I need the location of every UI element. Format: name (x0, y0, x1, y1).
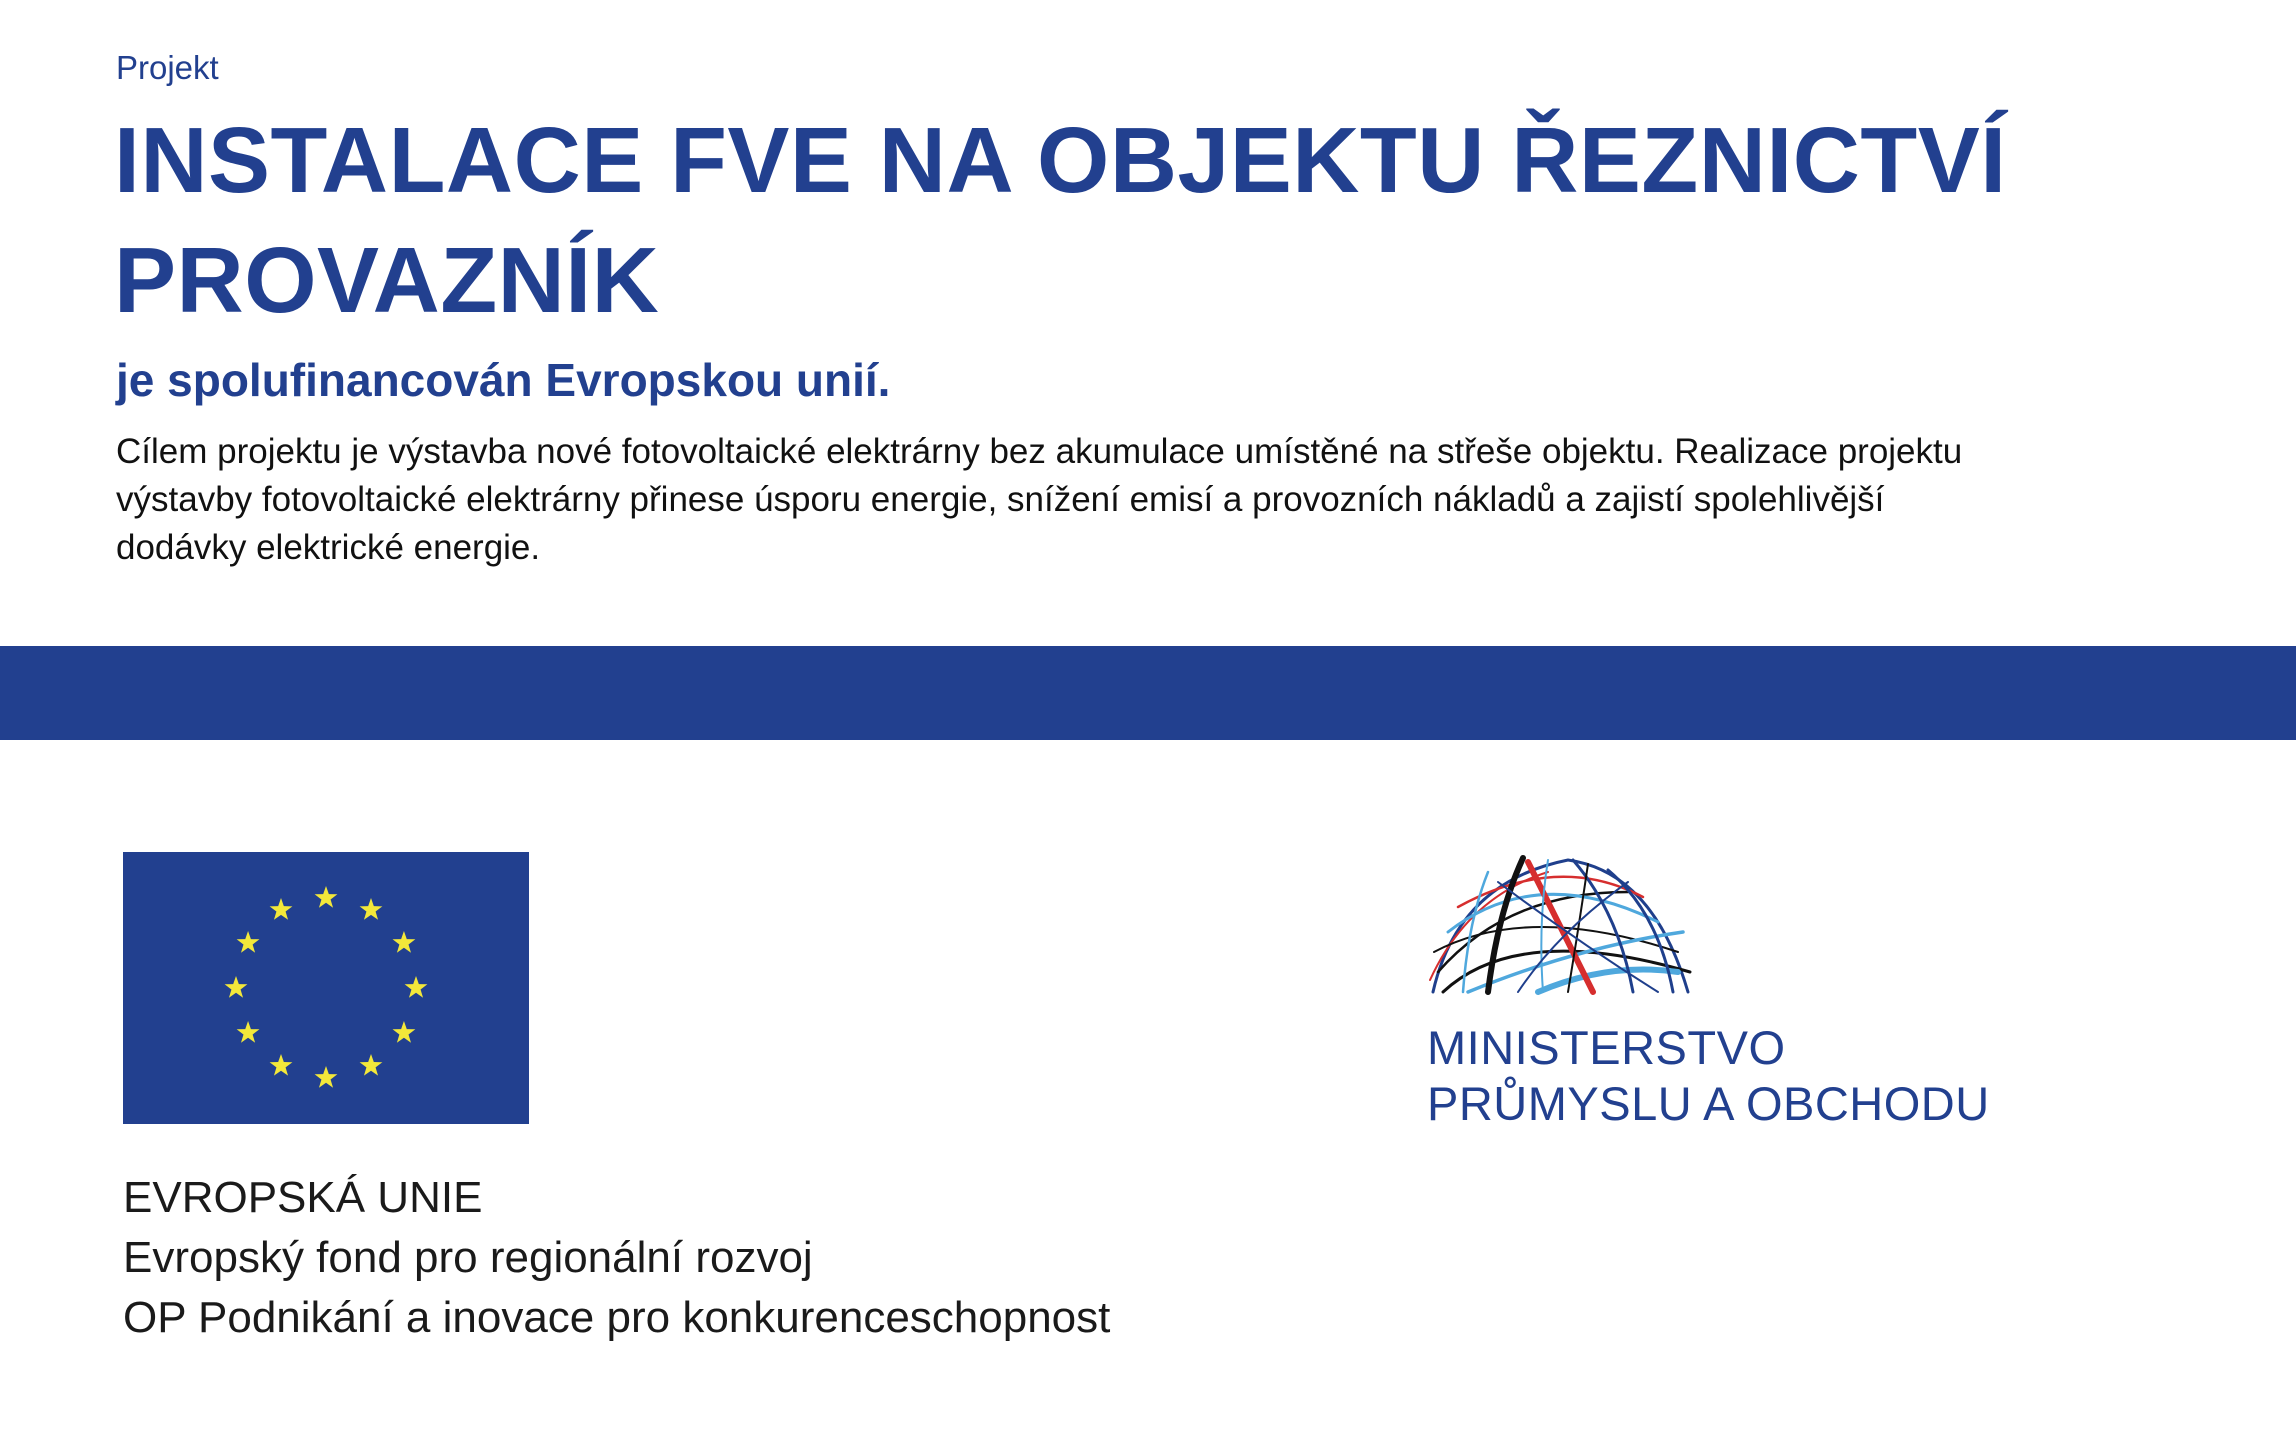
ministry-name (1427, 1020, 1990, 1132)
eu-info (123, 1168, 1110, 1348)
project-title-line-1: INSTALACE FVE NA OBJEKTU ŘEZNICTVÍ (114, 108, 2007, 212)
ministry-name-line-2: PRŮMYSLU A OBCHODU (1427, 1077, 1990, 1130)
description-line-2: výstavby fotovoltaické elektrárny přinese úsporu energie, snížení emisí a provozních nákladů a zajistí spolehlivější (116, 480, 1885, 519)
description-line-1: Cílem projektu je výstavba nové fotovoltaické elektrárny bez akumulace umístěné na střeše objektu. Realizace projektu (116, 432, 1963, 471)
eu-flag-icon (123, 852, 529, 1124)
blue-divider-band (0, 646, 2296, 740)
eu-programme: OP Podnikání a inovace pro konkurenceschopnost (123, 1293, 1111, 1342)
project-label: Projekt (116, 49, 219, 86)
ministry-name-line-1: MINISTERSTVO (1427, 1021, 1786, 1074)
eu-fund: Evropský fond pro regionální rozvoj (123, 1233, 813, 1282)
project-title (114, 100, 2214, 340)
cofinancing-subtitle: je spolufinancován Evropskou unií. (116, 354, 891, 406)
eu-name: EVROPSKÁ UNIE (123, 1173, 483, 1222)
globe-network-icon (1428, 852, 1698, 997)
description-line-3: dodávky elektrické energie. (116, 528, 541, 567)
project-description (116, 428, 2196, 572)
project-title-line-2: PROVAZNÍK (114, 228, 660, 332)
